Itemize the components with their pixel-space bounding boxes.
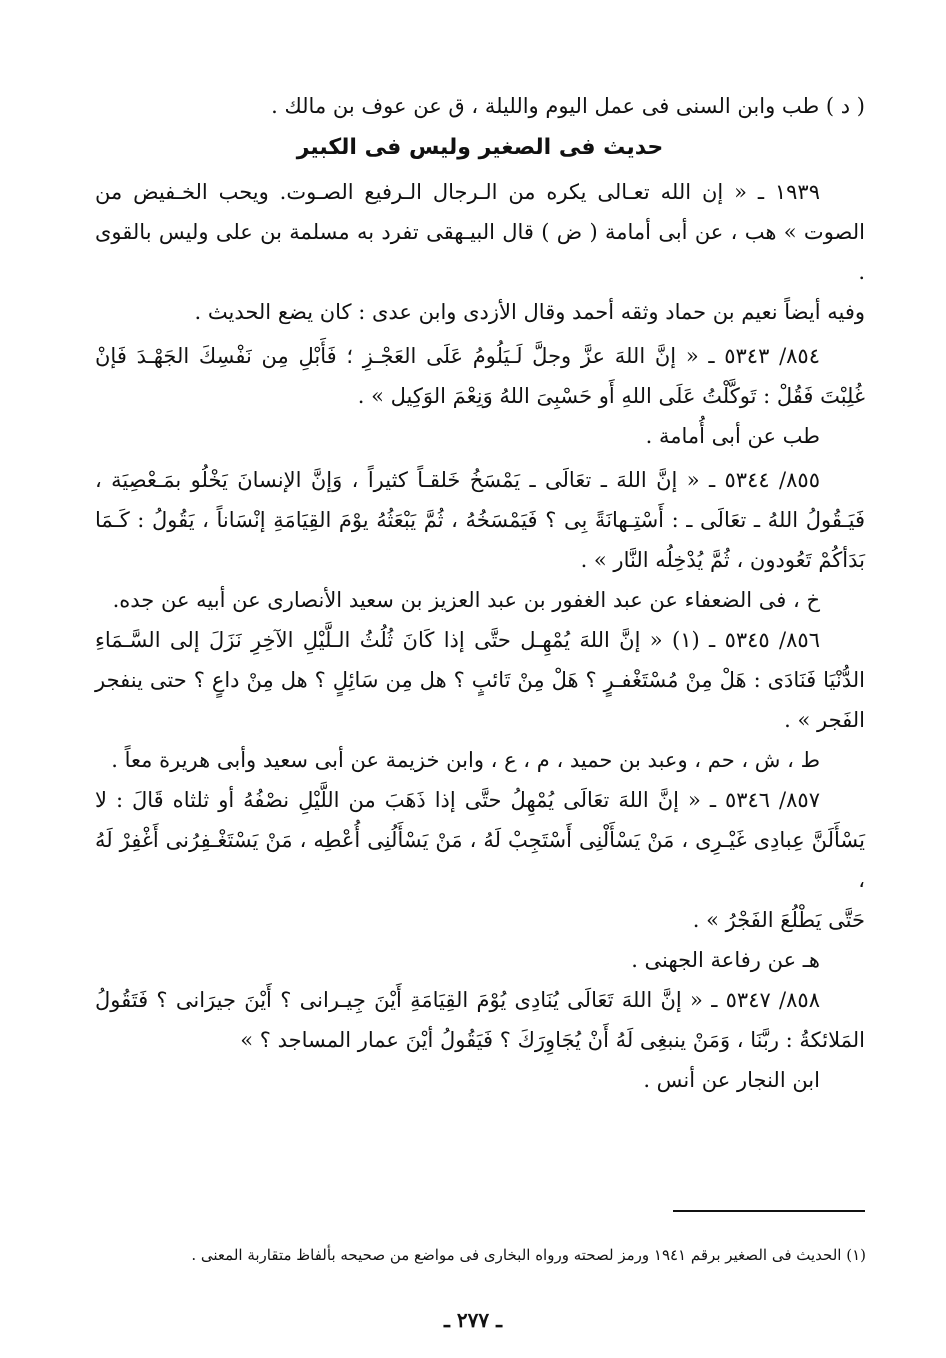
- hadith-857-line-2: يَسْأَلَنَّ عِبادِى غَيْـرِى ، مَنْ يَسْأَلْنِى أَسْتَجِبْ لَهُ ، مَنْ يَسْأَلُنِى أُعْطِه ، مَنْ يَسْتَغْـفِرُنى أَغْفِرْ لَهُ ،: [95, 828, 865, 892]
- hadith-1939-line-3: وفيه أيضاً نعيم بن حماد وثقه أحمد وقال الأزدى وابن عدى : كان يضع الحديث .: [194, 300, 865, 324]
- hadith-855-line-1: ٨٥٥/ ٥٣٤٤ ـ « إنَّ اللهَ ـ تعَالَى ـ يَمْسَخُ خَلقـاً كثيراً ، وَإنَّ الإنسانَ يَخْلُو بمَـعْصِيَة ،: [95, 468, 820, 492]
- hadith-854-source: طب عن أبى أُمامة .: [645, 424, 820, 448]
- hadith-858-source: ابن النجار عن أنس .: [643, 1068, 820, 1092]
- page-number: ـ ٢٧٧ ـ: [444, 1308, 502, 1332]
- hadith-1939-line-2: الصوت » هب ، عن أبى أمامة ( ض ) قال البيـهقى تفرد به مسلمة بن على وليس بالقوى .: [95, 220, 865, 284]
- hadith-858-line-2: المَلائكةُ : ربَّنَا ، وَمَنْ ينبغِى لَهُ أَنْ يُجَاوِرَكَ ؟ فَيَقُولُ أيْنَ عمار المساجد ؟ »: [240, 1028, 865, 1052]
- hadith-854-line-1: ٨٥٤/ ٥٣٤٣ ـ « إنَّ اللهَ عزَّ وجلَّ لَـيَلُومُ عَلَى العَجْـزِ ؛ فَأَبْلِ مِن نَفْسِكَ الجَهْـدَ فَإنْ: [95, 344, 820, 368]
- hadith-857-source: هـ عن رفاعة الجهنى .: [631, 948, 820, 972]
- section-heading: حديث فى الصغير وليس فى الكبير: [296, 135, 664, 160]
- footnote: (١) الحديث فى الصغير برقم ١٩٤١ ورمز لصحته ورواه البخارى فى مواضع من صحيحه بألفاظ متقاربة المعنى .: [191, 1246, 866, 1264]
- footnote-rule: [673, 1210, 865, 1212]
- hadith-855-line-2: فَيَـقُولُ اللهُ ـ تعَالَى ـ : أَسْتِـهانَةً بِى ؟ فَيَمْسَخُهُ ، ثُمَّ يَبْعَثُهُ يوْمَ القِيَامَةِ إنْسَاناً ، يَقُولُ : كَـمَا: [95, 508, 865, 532]
- hadith-856-source: ط ، ش ، حم ، وعبد بن حميد ، م ، ع ، وابن خزيمة عن أبى سعيد وأبى هريرة معاً .: [111, 748, 820, 772]
- hadith-856-line-1: ٨٥٦/ ٥٣٤٥ ـ (١) « إنَّ اللهَ يُمْهِـل حتَّى إذا كَانَ ثُلُثُ الـلَّيْلِ الآخِرِ نَزَلَ إلى السَّـمَاءِ: [95, 628, 820, 652]
- hadith-858-line-1: ٨٥٨/ ٥٣٤٧ ـ « إنَّ اللهَ تَعَالَى يُنَادِى يُوْمَ القِيَامَةِ أَيْنَ جِيـرانى ؟ أَيْنَ جيرَانى ؟ فَتَقُولُ: [95, 988, 820, 1012]
- hadith-856-line-2: الدُّنْيَا فَنَادَى : هَلْ مِنْ مُسْتَغْفـرٍ ؟ هَلْ مِنْ تَائبٍ ؟ هل مِن سَائِلٍ ؟ هل مِنْ داعٍ ؟ حتى ينفجر: [95, 668, 865, 692]
- page-body: [95, 86, 865, 1100]
- hadith-854-line-2: غُلِبْتَ فَقُلْ : تَوكَّلْتُ عَلَى اللهِ أَو حَسْبِىَ اللهُ وَنِعْمَ الوَكِيل » .: [357, 384, 865, 408]
- hadith-855-source: خ ، فى الضعفاء عن عبد الغفور بن عبد العزيز بن سعيد الأنصارى عن أبيه عن جده.: [112, 588, 820, 612]
- hadith-857-line-3: حَتَّى يَطْلُعَ الفَجْرُ » .: [692, 908, 865, 932]
- hadith-857-line-1: ٨٥٧/ ٥٣٤٦ ـ « إنَّ اللهَ تعَالَى يُمْهِلُ حتَّى إذا ذَهَبَ من اللَّيْلِ نصْفُهُ أو ثلثاه قَالَ : لا: [95, 788, 820, 812]
- hadith-855-line-3: بَدَأكُمْ تَعُودون ، ثُمَّ يُدْخِلُه النَّار » .: [580, 548, 865, 572]
- hadith-856-line-3: الفَجر » .: [784, 708, 865, 732]
- hadith-1939-line-1: ١٩٣٩ ـ « إن الله تعـالى يكره من الـرجال الـرفيع الصـوت. ويحب الخـفيض من: [95, 180, 820, 204]
- text-line: ( د ) طب وابن السنى فى عمل اليوم والليلة ، ق عن عوف بن مالك .: [271, 94, 865, 118]
